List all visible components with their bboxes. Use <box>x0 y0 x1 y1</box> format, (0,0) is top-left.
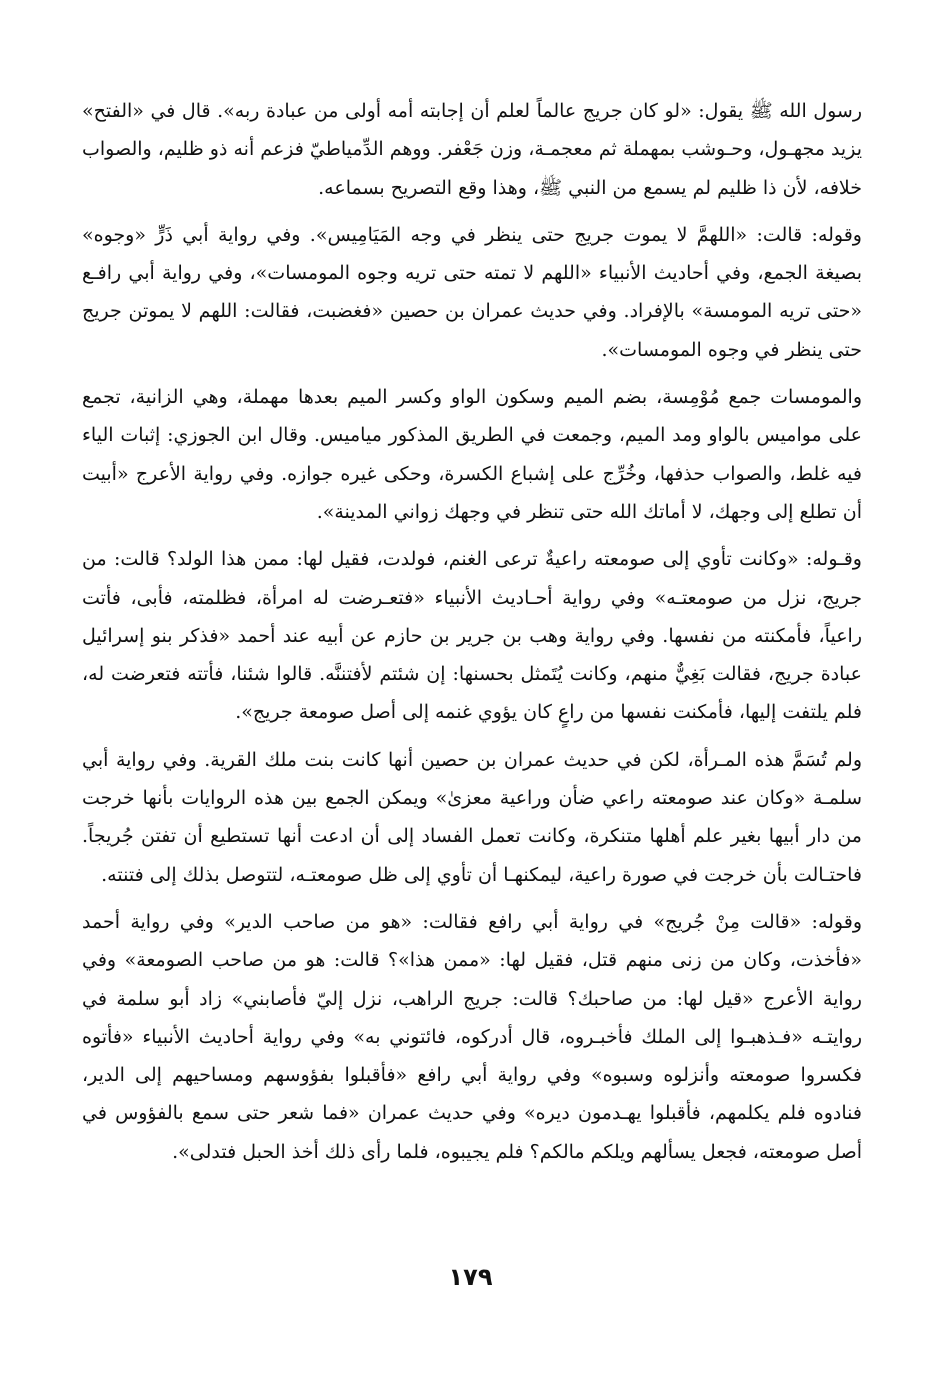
main-text <box>82 92 862 1180</box>
page-number: ١٧٩ <box>448 1263 493 1291</box>
paragraph: وقـوله: «وكانت تأوي إلى صومعته راعيةٌ ترعى الغنم، فولدت، فقيل لها: ممن هذا الولد؟ قالت: من جريج، نزل من صومعتـه» وفي رواية أحـاديث الأنبياء «فتعـرضت له امرأة، فظلمته، فأبى، فأتت راعياً، فأمكنته من نفسها. وفي رواية وهب بن جرير بن حازم عن أبيه عند أحمد «فذكر بنو إسرائيل عبادة جريج، فقالت بَغِيٌّ منهم، وكانت يُتَمثل بحسنها: إن شئتم لأفتننَّه. قالوا شئنا، فأتته فتعرضت له، فلم يلتفت إليها، فأمكنت نفسها من راعٍ كان يؤوي غنمه إلى أصل صومعة جريج». <box>82 548 862 724</box>
paragraph: وقوله: قالت: «اللهمَّ لا يموت جريج حتى ينظر في وجه المَيَامِيس». وفي رواية أبي ذَرٍّ «وجوه» بصيغة الجمع، وفي أحاديث الأنبياء «اللهم لا تمته حتى تريه وجوه المومسات»، وفي رواية أبي رافـع «حتى تريه المومسة» بالإفراد. وفي حديث عمران بن حصين «فغضبت، فقالت: اللهم لا يموتن جريج حتى ينظر في وجوه المومسات». <box>82 223 862 361</box>
paragraph: والمومسات جمع مُوْمِسة، بضم الميم وسكون الواو وكسر الميم بعدها مهملة، وهي الزانية، تجمع على مواميس بالواو ومد الميم، وجمعت في الطريق المذكور مياميس. وقال ابن الجوزي: إثبات الياء فيه غلط، والصواب حذفها، وخُرِّج على إشباع الكسرة، وحكى غيره جوازه. وفي رواية الأعرج «أبيت أن تطلع إلى وجهك، لا أماتك الله حتى تنظر في وجهك زواني المدينة». <box>82 386 862 523</box>
paragraph: ولم تُسَمَّ هذه المـرأة، لكن في حديث عمران بن حصين أنها كانت بنت ملك القرية. وفي رواية أبي سلمـة «وكان عند صومعته راعي ضأن وراعية معزىٰ» ويمكن الجمع بين هذه الروايات بأنها خرجت من دار أبيها بغير علم أهلها متنكرة، وكانت تعمل الفساد إلى أن ادعت أنها تستطيع أن تفتن جُريجاً. فاحتـالت بأن خرجت في صورة راعية، ليمكنهـا أن تأوي إلى ظل صومعتـه، لتتوصل بذلك إلى فتنته. <box>82 748 862 886</box>
paragraph: وقوله: «قالت مِنْ جُريج» في رواية أبي رافع فقالت: «هو من صاحب الدير» وفي رواية أحمد «فأخذت، وكان من زنى منهم قتل، فقيل لها: «ممن هذا»؟ قالت: هو من صاحب الصومعة» وفي رواية الأعرج «قيل لها: من صاحبك؟ قالت: جريج الراهب، نزل إليّ فأصابني» زاد أبو سلمة في روايتـه «فـذهبـوا إلى الملك فأخبـروه، قال أدركوه، فائتوني به» وفي رواية أحاديث الأنبياء «فأتوه فكسروا صومعته وأنزلوه وسبوه» وفي رواية أبي رافع «فأقبلوا بفؤوسهم ومساحيهم إلى الدير، فنادوه فلم يكلمهم، فأقبلوا يهـدمون ديره» وفي حديث عمران «فما شعر حتى سمع بالفؤوس في أصل صومعته، فجعل يسألهم ويلكم مالكم؟ فلم يجيبوه، فلما رأى ذلك أخذ الحبل فتدلى». <box>82 910 862 1163</box>
paragraph: رسول الله ﷺ يقول: «لو كان جريج عالماً لعلم أن إجابته أمه أولى من عبادة ربه». قال في «الفتح» يزيد مجهـول، وحـوشب بمهملة ثم معجمـة، وزن جَعْفر. ووهم الدِّمياطيّ فزعم أنه ذو ظليم، والصواب خلافه، لأن ذا ظليم لم يسمع من النبي ﷺ، وهذا وقع التصريح بسماعه. <box>82 100 862 199</box>
